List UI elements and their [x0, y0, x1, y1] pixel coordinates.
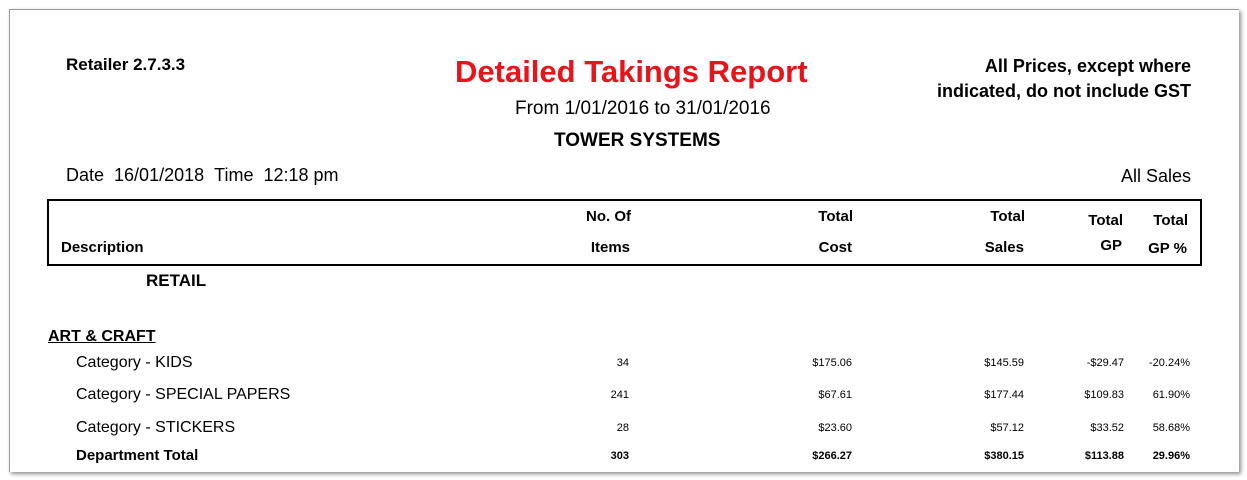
col-items-line1: No. Of [586, 208, 631, 225]
prices-note [937, 54, 1191, 104]
total-gp-percent: 29.96% [1152, 450, 1190, 462]
table-row [10, 386, 1239, 406]
col-gpp-line2: GP % [1148, 240, 1187, 257]
table-row [10, 419, 1239, 439]
row-gp-percent: -20.24% [1149, 357, 1190, 369]
row-sales: $57.12 [990, 422, 1024, 434]
sales-filter: All Sales [1120, 166, 1191, 186]
col-gpp-line1: Total [1153, 212, 1188, 229]
prices-note-line1: All Prices, except where [984, 56, 1191, 76]
row-sales: $145.59 [984, 357, 1024, 369]
row-gp-percent: 61.90% [1152, 389, 1190, 401]
department-name: ART & CRAFT [48, 328, 156, 345]
col-gp-line1: Total [1088, 212, 1123, 229]
prices-note-line2: indicated, do not include GST [936, 81, 1191, 101]
report-title: Detailed Takings Report [455, 54, 808, 89]
date-value: 16/01/2018 [114, 165, 205, 185]
row-items: 28 [616, 422, 629, 434]
col-gp-line2: GP [1100, 237, 1122, 254]
date-range: From 1/01/2016 to 31/01/2016 [515, 98, 771, 119]
table-row [10, 354, 1239, 374]
row-cost: $175.06 [812, 357, 852, 369]
date-label: Date [66, 165, 105, 185]
total-description: Department Total [76, 447, 199, 464]
row-gp-percent: 58.68% [1152, 422, 1190, 434]
col-items-line2: Items [590, 239, 630, 256]
row-items: 241 [610, 389, 629, 401]
col-cost-line1: Total [818, 208, 853, 225]
total-items: 303 [610, 450, 629, 462]
row-items: 34 [616, 357, 629, 369]
print-date-time [66, 165, 349, 186]
report-page [9, 9, 1239, 472]
column-header-box [47, 199, 1202, 266]
row-gp: $109.83 [1084, 389, 1124, 401]
row-gp: -$29.47 [1086, 357, 1124, 369]
row-cost: $67.61 [818, 389, 852, 401]
col-cost-line2: Cost [818, 239, 852, 256]
row-description: Category - KIDS [76, 354, 193, 371]
row-cost: $23.60 [818, 422, 852, 434]
software-version: Retailer 2.7.3.3 [66, 55, 186, 74]
col-sales-line2: Sales [984, 239, 1024, 256]
total-cost: $266.27 [812, 450, 852, 462]
col-sales-line1: Total [990, 208, 1025, 225]
department-total-row [10, 447, 1239, 467]
section-heading: RETAIL [146, 271, 207, 290]
col-description: Description [61, 239, 144, 256]
row-sales: $177.44 [984, 389, 1024, 401]
total-gp: $113.88 [1084, 450, 1124, 462]
time-label: Time [214, 165, 254, 185]
row-description: Category - STICKERS [76, 419, 236, 436]
time-value: 12:18 pm [263, 165, 339, 185]
total-sales: $380.15 [984, 450, 1024, 462]
company-name: TOWER SYSTEMS [554, 130, 721, 151]
row-description: Category - SPECIAL PAPERS [76, 386, 291, 403]
row-gp: $33.52 [1090, 422, 1124, 434]
